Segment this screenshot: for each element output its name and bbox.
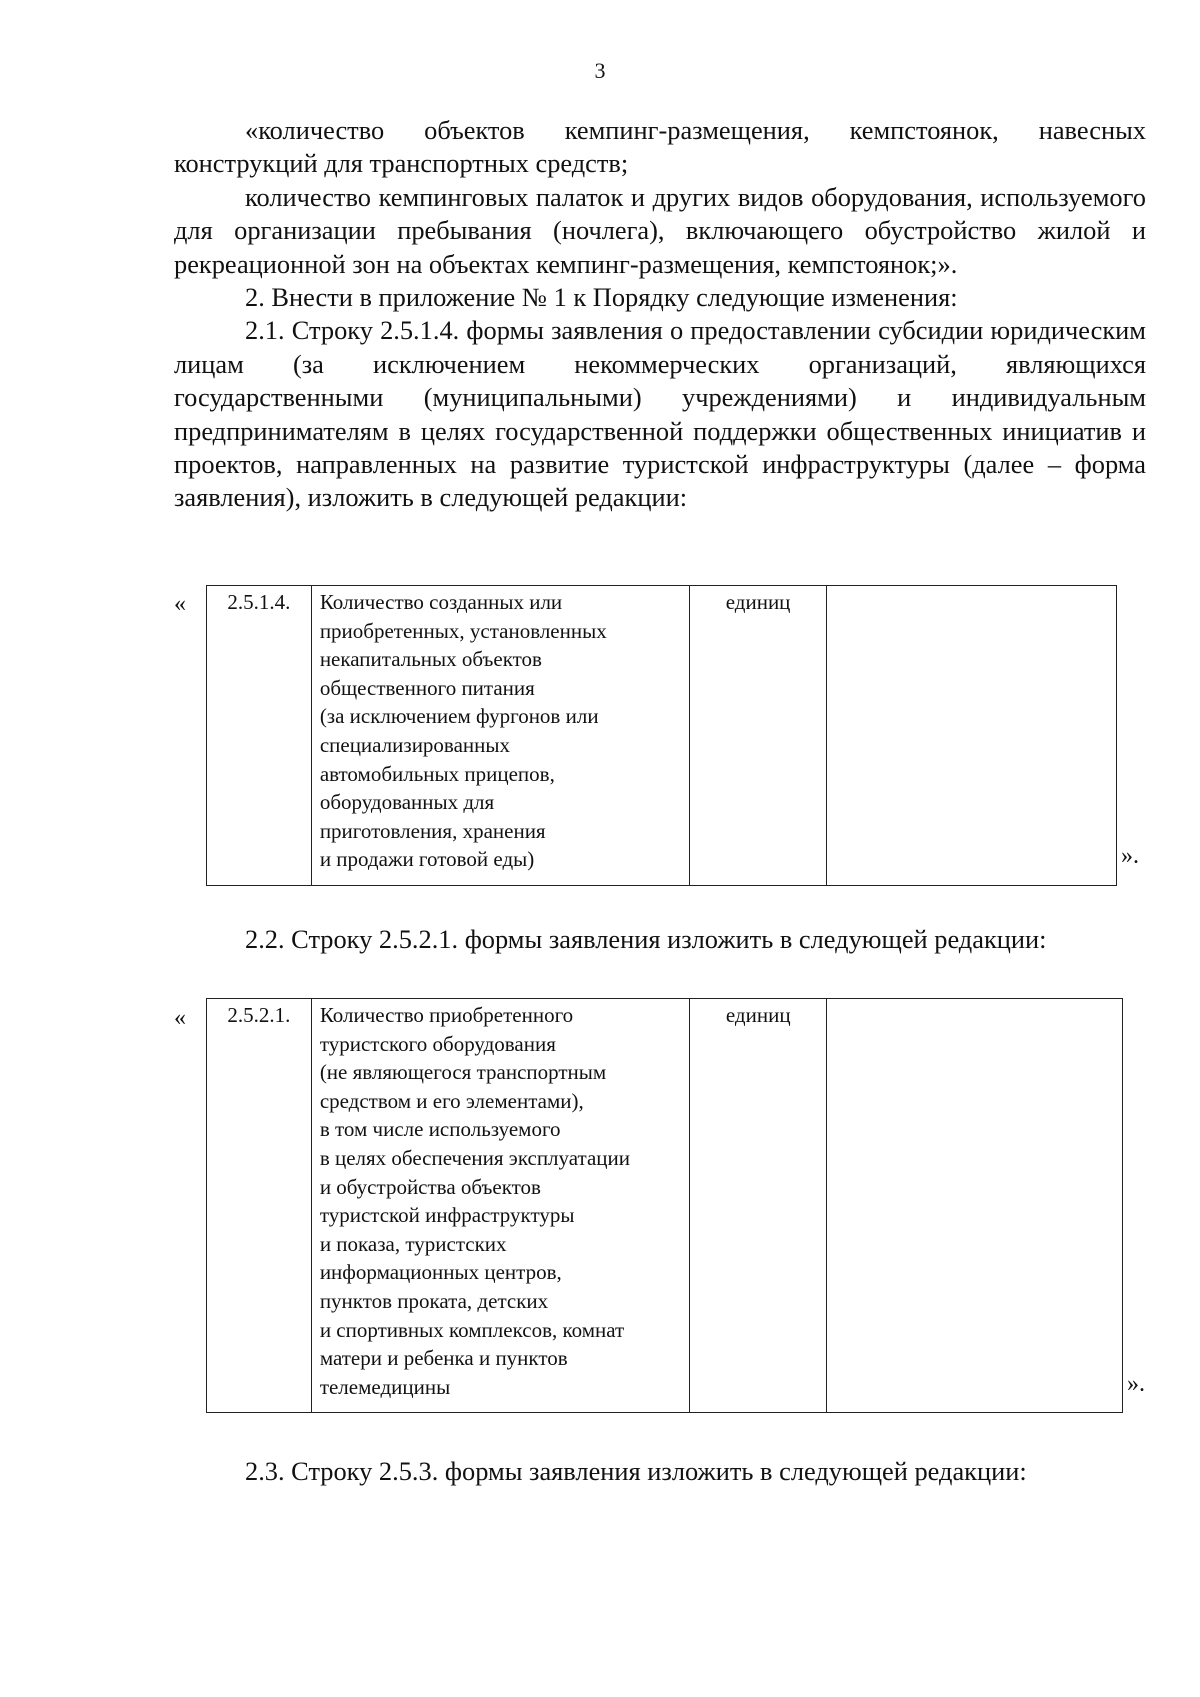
table2-line: (не являющегося транспортным — [319, 1060, 607, 1085]
table1-line: (за исключением фургонов или — [319, 704, 599, 729]
table2-line: телемедицины — [319, 1374, 451, 1399]
paragraph-1: «количество объектов кемпинг-размещения, кемпстоянок, навесных конструкций для транспортных средств; — [174, 115, 1146, 179]
table2-unit: единиц — [690, 999, 827, 1413]
table1-line: приобретенных, установленных — [319, 618, 607, 643]
table1-row-number: 2.5.1.4. — [207, 586, 312, 886]
body-text — [174, 114, 1146, 515]
table2-row-number: 2.5.2.1. — [207, 999, 312, 1413]
table1-description — [311, 586, 689, 886]
table1-row — [207, 586, 1117, 886]
table1-line: общественного питания — [319, 675, 535, 700]
table1-value — [826, 586, 1116, 886]
table1-line: приготовления, хранения — [319, 818, 546, 843]
table1-open-quote: « — [174, 591, 186, 617]
table1-line: автомобильных прицепов, — [319, 761, 555, 786]
table1-line: специализированных — [319, 732, 510, 757]
table2-line: в том числе используемого — [319, 1117, 561, 1142]
table2 — [206, 998, 1123, 1413]
heading-2-3: 2.3. Строку 2.5.3. формы заявления изложить в следующей редакции: — [245, 1456, 1027, 1486]
table2-line: средством и его элементами), — [319, 1088, 584, 1113]
table1-line: оборудованных для — [319, 790, 495, 815]
paragraph-2: количество кемпинговых палаток и других видов оборудования, используемого для организации пребывания (ночлега), включающего обустройство жилой и рекреационной зон на объектах кемпинг-размещения, кемпстоянок;». — [174, 181, 1146, 279]
paragraph-3: 2. Внести в приложение № 1 к Порядку следующие изменения: — [245, 282, 958, 313]
table1-close-quote: ». — [1121, 843, 1139, 869]
table1-unit: единиц — [690, 586, 827, 886]
table2-line: туристского оборудования — [319, 1031, 556, 1056]
table2-line: и спортивных комплексов, комнат — [319, 1317, 625, 1342]
table2-close-quote: ». — [1127, 1371, 1145, 1397]
table1 — [206, 585, 1117, 886]
table2-description — [311, 999, 690, 1413]
table2-open-quote: « — [174, 1005, 186, 1031]
table2-line: матери и ребенка и пунктов — [319, 1346, 568, 1371]
table1-line: Количество созданных или — [319, 590, 563, 614]
table2-value — [827, 999, 1123, 1413]
table2-row — [207, 999, 1123, 1413]
table1-line: некапитальных объектов — [319, 647, 542, 672]
table2-line: и обустройства объектов — [319, 1174, 541, 1199]
page-number: 3 — [594, 58, 606, 83]
table2-line: в целях обеспечения эксплуатации — [319, 1145, 631, 1170]
paragraph-4: 2.1. Строку 2.5.1.4. формы заявления о предоставлении субсидии юридическим лицам (за исключением некоммерческих организаций, являющихся государственными (муниципальными) учреждениями) и индивидуальным предпринимателям в целях государственной поддержки общественных инициатив и проектов, направленных на развитие туристской инфраструктуры (далее – форма заявления), изложить в следующей редакции: — [174, 315, 1146, 513]
table2-line: пунктов проката, детских — [319, 1288, 549, 1313]
table2-line: информационных центров, — [319, 1260, 562, 1285]
table1-line: и продажи готовой еды) — [319, 847, 535, 872]
heading-2-2: 2.2. Строку 2.5.2.1. формы заявления изложить в следующей редакции: — [245, 924, 1047, 954]
table2-line: туристской инфраструктуры — [319, 1203, 575, 1228]
table2-line: и показа, туристских — [319, 1231, 507, 1256]
table2-line: Количество приобретенного — [319, 1003, 574, 1027]
